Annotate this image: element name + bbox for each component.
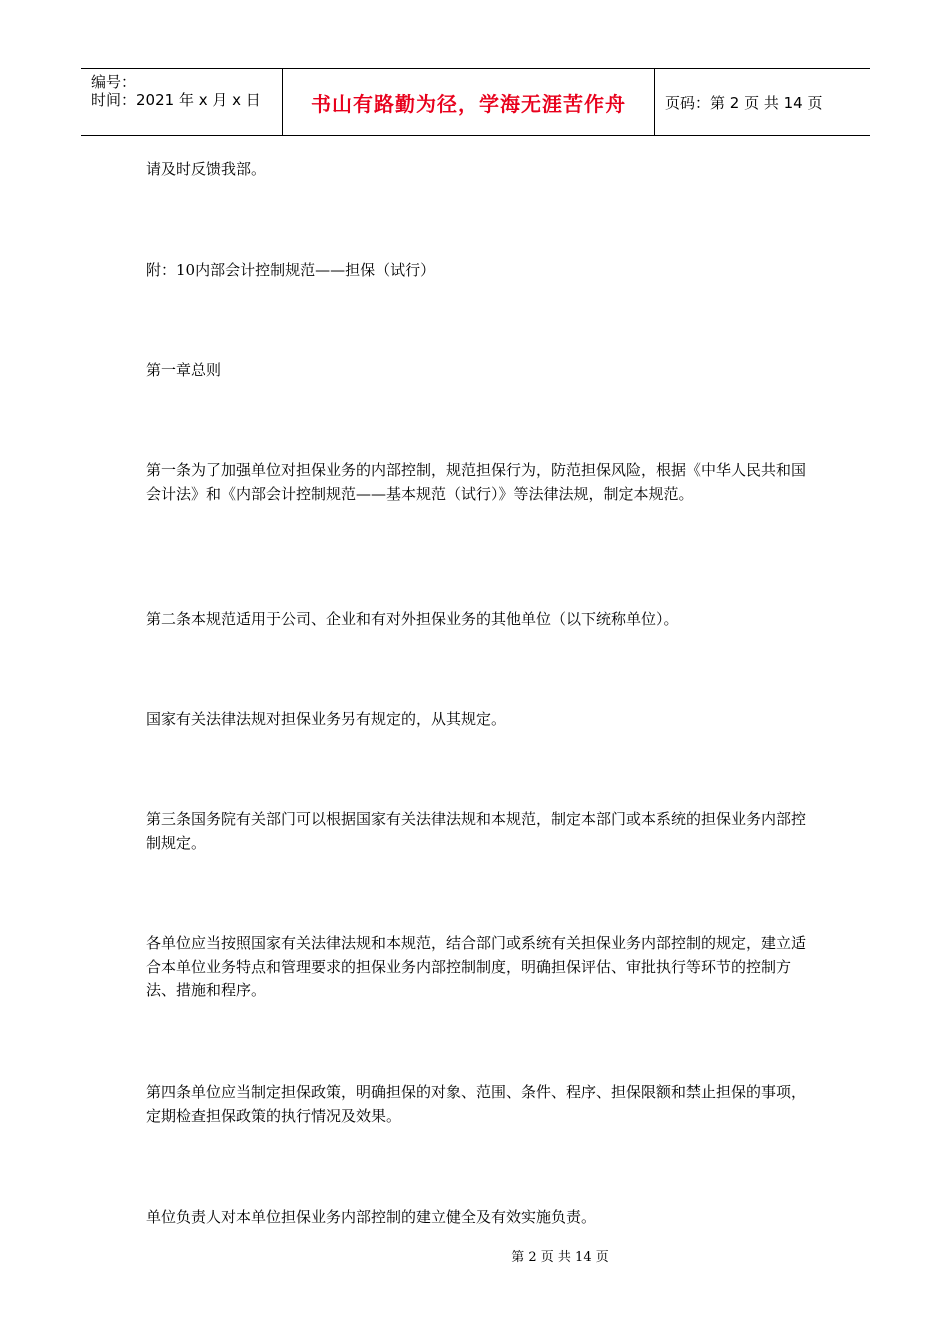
header-meta [81,69,282,135]
header-page-number: 页码：第 2 页 共 14 页 [665,93,823,112]
page-footer: 第 2 页 共 14 页 [511,1250,609,1265]
paragraph: 单位负责人对本单位担保业务内部控制的建立健全及有效实施负责。 [146,1208,597,1226]
paragraph: 各单位应当按照国家有关法律法规和本规范，结合部门或系统有关担保业务内部控制的规定，建立适合本单位业务特点和管理要求的担保业务内部控制制度，明确担保评估、审批执行等环节的控制方法、措施和程序。 [146,934,807,999]
paragraph: 第三条国务院有关部门可以根据国家有关法律法规和本规范，制定本部门或本系统的担保业务内部控制规定。 [146,810,807,852]
page-header [81,68,870,136]
chapter-heading: 第一章总则 [146,361,222,379]
paragraph: 请及时反馈我部。 [146,160,267,178]
number-label: 编号： [91,73,137,91]
header-slogan: 书山有路勤为径，学海无涯苦作舟 [282,69,655,135]
time-label: 时间：2021 年 x 月 x 日 [91,91,261,109]
paragraph: 附：10内部会计控制规范——担保（试行） [146,261,436,279]
paragraph: 第四条单位应当制定担保政策，明确担保的对象、范围、条件、程序、担保限额和禁止担保的事项，定期检查担保政策的执行情况及效果。 [146,1083,807,1125]
paragraph: 第一条为了加强单位对担保业务的内部控制，规范担保行为，防范担保风险，根据《中华人民共和国会计法》和《内部会计控制规范——基本规范（试行）》等法律法规，制定本规范。 [146,461,807,503]
paragraph: 第二条本规范适用于公司、企业和有对外担保业务的其他单位（以下统称单位）。 [146,610,679,628]
paragraph: 国家有关法律法规对担保业务另有规定的，从其规定。 [146,710,507,728]
